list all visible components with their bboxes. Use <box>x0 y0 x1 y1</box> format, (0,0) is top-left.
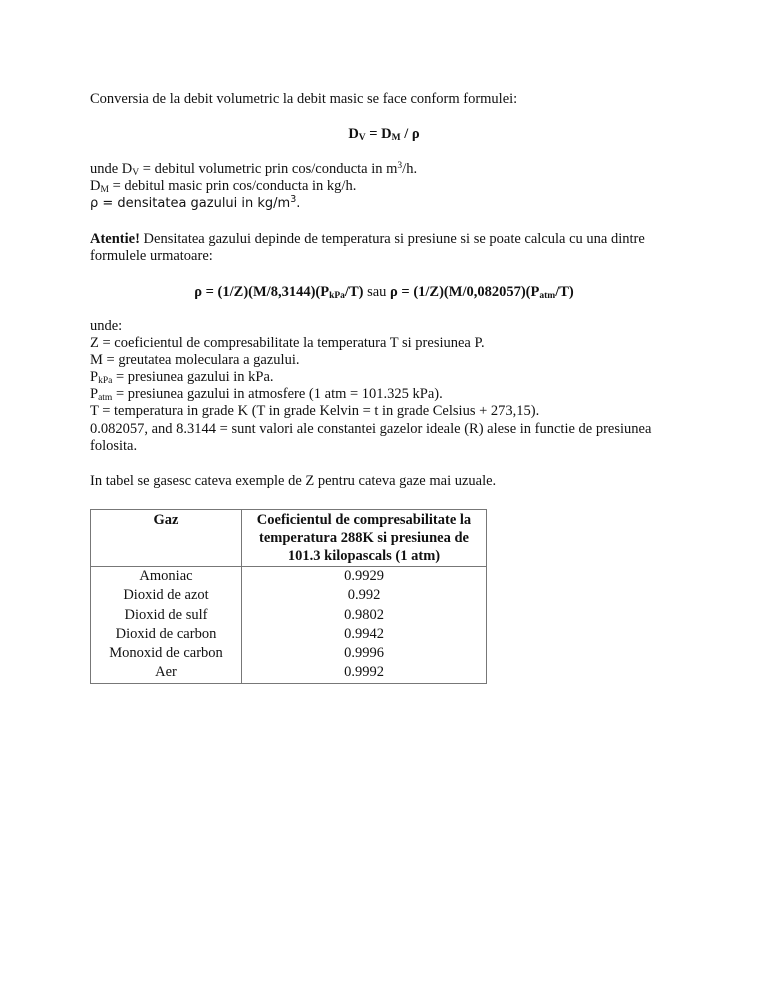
z-value: 0.992 <box>242 586 487 605</box>
z-value: 0.9802 <box>242 606 487 625</box>
definition-dv: unde $D_V$ = debitul volumetric prin cos/conducta in $m^3/h$. <box>90 161 418 178</box>
header-gas: Gaz <box>91 510 242 567</box>
gas-name: Dioxid de carbon <box>91 625 242 644</box>
table-row <box>91 644 487 663</box>
z-value: 0.9996 <box>242 644 487 663</box>
definition-rho: ρ = densitatea gazului in $kg/m^3$. <box>90 194 301 211</box>
legend-m: M = greutatea moleculara a gazului. <box>90 352 300 368</box>
z-value: 0.9929 <box>242 567 487 587</box>
compressibility-table <box>90 509 487 684</box>
definition-dm: $D_M$ = debitul masic prin cos/conducta in kg/h. <box>90 178 357 195</box>
table-row <box>91 586 487 605</box>
attention-note: Atentie! Densitatea gazului depinde de temperatura si presiune si se poate calcula cu una dintre <box>90 231 645 247</box>
gas-name: Dioxid de sulf <box>91 606 242 625</box>
gas-name: Dioxid de azot <box>91 586 242 605</box>
gas-name: Aer <box>91 663 242 683</box>
legend-unde: unde: <box>90 318 123 334</box>
legend-temperature: T = temperatura in grade K (T in grade Kelvin = t in grade Celsius + 273,15). <box>90 403 540 419</box>
legend-constants: 0.082057, and 8.3144 = sunt valori ale constantei gazelor ideale (R) alese in functie de presiunea <box>90 421 652 437</box>
z-value: 0.9992 <box>242 663 487 683</box>
table-row <box>91 625 487 644</box>
header-compressibility: Coeficientul de compresabilitate la temperatura 288K si presiunea de 101.3 kilopascals (1 atm) <box>242 510 487 567</box>
table-row <box>91 663 487 683</box>
legend-z: Z = coeficientul de compresabilitate la temperatura T si presiunea P. <box>90 335 485 351</box>
legend-patm: $P_{atm}$ = presiunea gazului in atmosfere (1 atm = 101.325 kPa). <box>90 386 443 403</box>
intro-text: Conversia de la debit volumetric la debit masic se face conform formulei: <box>90 91 518 107</box>
formula-volumetric-flow: $D_V = D_M / \rho$ <box>348 126 420 143</box>
table-intro: In tabel se gasesc cateva exemple de Z pentru cateva gaze mai uzuale. <box>90 473 497 489</box>
attention-note-line2: formulele urmatoare: <box>90 248 213 264</box>
gas-name: Monoxid de carbon <box>91 644 242 663</box>
table-row <box>91 606 487 625</box>
z-value: 0.9942 <box>242 625 487 644</box>
legend-pkpa: $P_{kPa}$ = presiunea gazului in kPa. <box>90 369 274 386</box>
gas-name: Amoniac <box>91 567 242 587</box>
table-row <box>91 567 487 587</box>
formula-density: $\rho = (1/Z)(M/8,3144)(P_{kPa}/T)$ sau $\rho = (1/Z)(M/0,082057)(P_{atm}/T)$ <box>194 284 574 301</box>
table-header-row <box>91 510 487 567</box>
legend-constants-line2: folosita. <box>90 438 138 454</box>
